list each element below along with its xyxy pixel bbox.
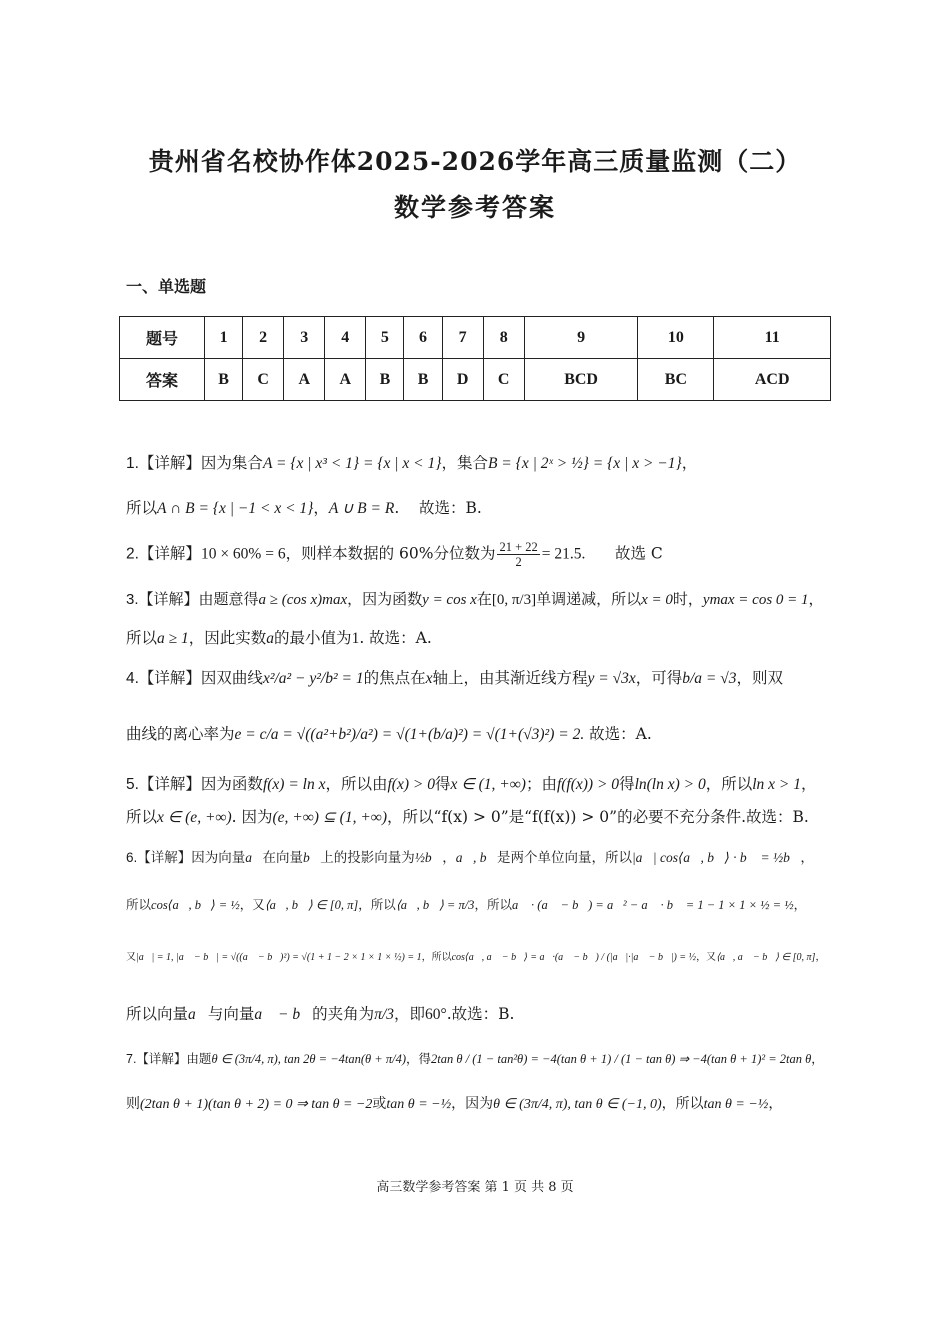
math: a⃗, b⃗ — [455, 850, 497, 865]
document-title: 贵州省名校协作体2025-2026学年高三质量监测（二） — [148, 147, 802, 176]
table-cell: 5 — [366, 317, 404, 359]
math: a⃗ — [245, 850, 263, 865]
text: 在向量 — [262, 850, 304, 866]
math: 1 — [351, 630, 360, 647]
solution-line — [126, 666, 830, 691]
text: . 因为 — [231, 808, 273, 826]
math: ln(ln x) > 0 — [634, 776, 706, 793]
math: a⃗ · (a⃗ − b⃗) = a⃗² − a⃗ · b⃗ = 1 − 1 × 1 × ½ = ½ — [511, 898, 794, 912]
math: ln x > 1 — [752, 776, 802, 793]
solution-line — [126, 846, 830, 870]
text: 与向量 — [207, 1005, 255, 1023]
math: e = c/a = √((a²+b²)/a²) = √(1+(b/a)²) = √(1+(√3)²) = 2. — [234, 726, 585, 743]
table-cell: 8 — [483, 317, 524, 359]
text: . 故选：A. — [359, 629, 432, 647]
table-cell: A — [325, 359, 366, 401]
text: ， — [801, 775, 817, 793]
math: 10 × 60% = 6 — [200, 545, 286, 563]
text: ， — [793, 897, 807, 912]
table-cell: 4 — [325, 317, 366, 359]
text: 得 — [434, 775, 451, 793]
math: cos⟨a⃗, b⃗⟩ = ½ — [151, 898, 240, 912]
text: 的夹角为 — [312, 1005, 375, 1023]
math: y = cos x — [422, 592, 477, 608]
row-label-number: 题号 — [120, 317, 205, 359]
math: ⟨a⃗, a⃗ − b⃗⟩ ∈ [0, π] — [716, 952, 816, 963]
math: θ ∈ (3π/4, π), tan θ ∈ (−1, 0) — [493, 1097, 662, 1112]
text: ，得 — [406, 1051, 432, 1066]
fraction-denominator: 2 — [515, 555, 522, 569]
text: 在 — [476, 590, 492, 608]
row-label-answer: 答案 — [120, 359, 205, 401]
solution-line — [126, 540, 830, 569]
text: .故选：B. — [446, 1005, 515, 1023]
text: ， — [768, 1096, 783, 1112]
solution-line: 所以A ∩ B = {x | −1 < x < 1}，A ∪ B = R. 故选：B. — [126, 499, 482, 517]
math: x²/a² − y²/b² = 1 — [262, 670, 364, 687]
math: (e, +∞) ⊆ (1, +∞) — [272, 809, 388, 826]
math: tan θ = −½ — [703, 1097, 769, 1112]
table-cell: 10 — [638, 317, 714, 359]
text: 5.【详解】因为函数 — [126, 776, 263, 793]
text: ， — [815, 952, 826, 963]
math: ymax = cos 0 = 1 — [702, 592, 809, 608]
table-cell: ACD — [714, 359, 831, 401]
text: 所以 — [126, 808, 158, 826]
table-cell: A — [284, 359, 325, 401]
text: 是两个单位向量，所以 — [496, 850, 632, 866]
solution-line — [126, 451, 830, 476]
math: 60° — [425, 1006, 447, 1023]
math: 2tan θ / (1 − tan²θ) = −4(tan θ + 1) / (1 − tan θ) ⇒ −4(tan θ + 1)² = 2tan θ — [431, 1052, 812, 1066]
text: 单调递减，所以 — [536, 590, 642, 608]
text: 或 — [372, 1096, 387, 1112]
text: 所以 — [126, 629, 158, 647]
text: ， — [442, 850, 456, 866]
text: ， — [808, 590, 824, 608]
solution-line — [126, 805, 830, 830]
solution-line — [126, 722, 830, 747]
math: A ∩ B = {x | −1 < x < 1} — [157, 500, 314, 517]
math: [0, π/3] — [491, 592, 537, 608]
text: 6.【详解】因为向量 — [126, 850, 246, 865]
math: a — [266, 630, 275, 647]
text: 故选：B. — [418, 499, 482, 517]
text: 所以 — [126, 897, 152, 912]
document-subtitle: 数学参考答案 — [393, 193, 556, 222]
math: ½b⃗ — [414, 850, 443, 865]
text: ，则样本数据的 60%分位数为 — [285, 544, 496, 563]
table-cell: 3 — [284, 317, 325, 359]
section-heading: 一、单选题 — [126, 277, 207, 296]
math: b⃗ — [303, 850, 321, 865]
table-row-answers — [120, 359, 831, 401]
text: 故选 C — [614, 544, 663, 563]
text: ，即 — [394, 1005, 426, 1023]
text: 则 — [126, 1096, 140, 1112]
math: A = {x | x³ < 1} = {x | x < 1} — [262, 455, 442, 472]
text: ，所以 — [474, 897, 512, 912]
solution-line — [126, 893, 830, 917]
solution-line — [126, 626, 830, 651]
text: ，所以 — [358, 897, 396, 912]
text: ，所以 — [705, 775, 753, 793]
solution-line — [126, 1092, 830, 1117]
math: tan θ = −½ — [386, 1097, 452, 1112]
math: a⃗ − b⃗ — [254, 1006, 313, 1023]
text: ；由 — [525, 775, 557, 793]
table-cell: 9 — [524, 317, 638, 359]
text: 时， — [672, 590, 703, 608]
math: y = √3x — [587, 670, 636, 687]
fraction — [497, 540, 539, 569]
text: ，所以 — [421, 952, 452, 963]
text: 3.【详解】由题意得 — [126, 591, 259, 608]
math: ⟨a⃗, b⃗⟩ ∈ [0, π] — [264, 898, 359, 912]
text: 1.【详解】因为集合 — [126, 455, 263, 472]
math: π/3 — [374, 1006, 395, 1023]
text: ，因为函数 — [347, 590, 423, 608]
math: f(f(x)) > 0 — [556, 776, 620, 793]
text: 所以 — [126, 499, 158, 517]
math: B = {x | 2ˣ > ½} = {x | x > −1} — [487, 455, 682, 472]
math: a⃗ — [188, 1006, 208, 1023]
solution-line — [126, 772, 830, 797]
fraction-numerator: 21 + 22 — [499, 540, 538, 554]
page-footer: 高三数学参考答案 第 1 页 共 8 页 — [376, 1180, 574, 1195]
text: ， — [681, 454, 698, 472]
text: 又 — [126, 952, 136, 963]
math: x = 0 — [641, 592, 673, 608]
math: x — [425, 670, 433, 687]
table-cell: B — [404, 359, 442, 401]
table-cell: B — [205, 359, 243, 401]
text: ，因此实数 — [188, 629, 267, 647]
math: θ ∈ (3π/4, π), tan 2θ = −4tan(θ + π/4) — [211, 1052, 407, 1066]
math: |a⃗| cos⟨a⃗, b⃗⟩ · b⃗ = ½b⃗ — [631, 850, 801, 865]
table-cell: BC — [638, 359, 714, 401]
math: cos⟨a⃗, a⃗ − b⃗⟩ = a⃗·(a⃗ − b⃗) / (|a⃗|·|a⃗ − b⃗|) = ½ — [451, 952, 697, 963]
table-cell: 11 — [714, 317, 831, 359]
text: 所以向量 — [126, 1005, 189, 1023]
table-cell: B — [366, 359, 404, 401]
table-cell: 2 — [243, 317, 284, 359]
math: f(x) = ln x — [262, 776, 326, 793]
text: ，又 — [696, 952, 717, 963]
table-cell: C — [483, 359, 524, 401]
text: ，集合 — [441, 454, 488, 472]
math: b/a = √3 — [682, 670, 737, 687]
text: ，所以“f(x) > 0”是“f(f(x)) > 0”的必要不充分条件.故选：B. — [387, 808, 809, 826]
text: 7.【详解】由题 — [126, 1052, 212, 1066]
solution-line — [126, 1002, 830, 1027]
table-cell: 6 — [404, 317, 442, 359]
table-cell: 1 — [205, 317, 243, 359]
text: 2.【详解】 — [126, 545, 201, 563]
table-cell: D — [442, 359, 483, 401]
text: ，则双 — [736, 669, 784, 687]
text: ，因为 — [451, 1096, 494, 1112]
text: ，可得 — [635, 669, 683, 687]
text: 4.【详解】因双曲线 — [126, 670, 263, 687]
answer-table — [119, 316, 831, 401]
text: ， — [811, 1051, 824, 1066]
math: a ≥ (cos x)max — [258, 592, 348, 608]
text: 的最小值为 — [274, 629, 352, 647]
text: ，所以由 — [325, 775, 388, 793]
text: 得 — [619, 775, 635, 793]
math: |a⃗| = 1, |a⃗ − b⃗| = √((a⃗ − b⃗)²) = √(1 + 1 − 2 × 1 × 1 × ½) = 1 — [136, 952, 422, 963]
math: (2tan θ + 1)(tan θ + 2) = 0 ⇒ tan θ = −2 — [140, 1097, 373, 1112]
text: 上的投影向量为 — [320, 850, 415, 866]
math: a ≥ 1 — [157, 630, 189, 647]
table-row-numbers — [120, 317, 831, 359]
table-cell: BCD — [524, 359, 638, 401]
table-cell: C — [243, 359, 284, 401]
solution-line — [126, 1047, 830, 1071]
math: x ∈ (e, +∞) — [157, 809, 232, 826]
solution-line — [126, 946, 830, 970]
text: ，又 — [239, 897, 265, 912]
table-cell: 7 — [442, 317, 483, 359]
math: f(x) > 0 — [387, 776, 435, 793]
text: 曲线的离心率为 — [126, 725, 235, 743]
solution-line — [126, 587, 830, 612]
math: = 21.5. — [541, 545, 586, 563]
math: A ∪ B = R — [328, 500, 395, 517]
text: ，所以 — [661, 1096, 704, 1112]
math: x ∈ (1, +∞) — [450, 776, 526, 793]
math: ⟨a⃗, b⃗⟩ = π/3 — [395, 898, 475, 912]
text: 的焦点在 — [363, 669, 426, 687]
text: ， — [800, 850, 814, 866]
text: 故选：A. — [589, 725, 652, 743]
text: 轴上，由其渐近线方程 — [432, 669, 588, 687]
